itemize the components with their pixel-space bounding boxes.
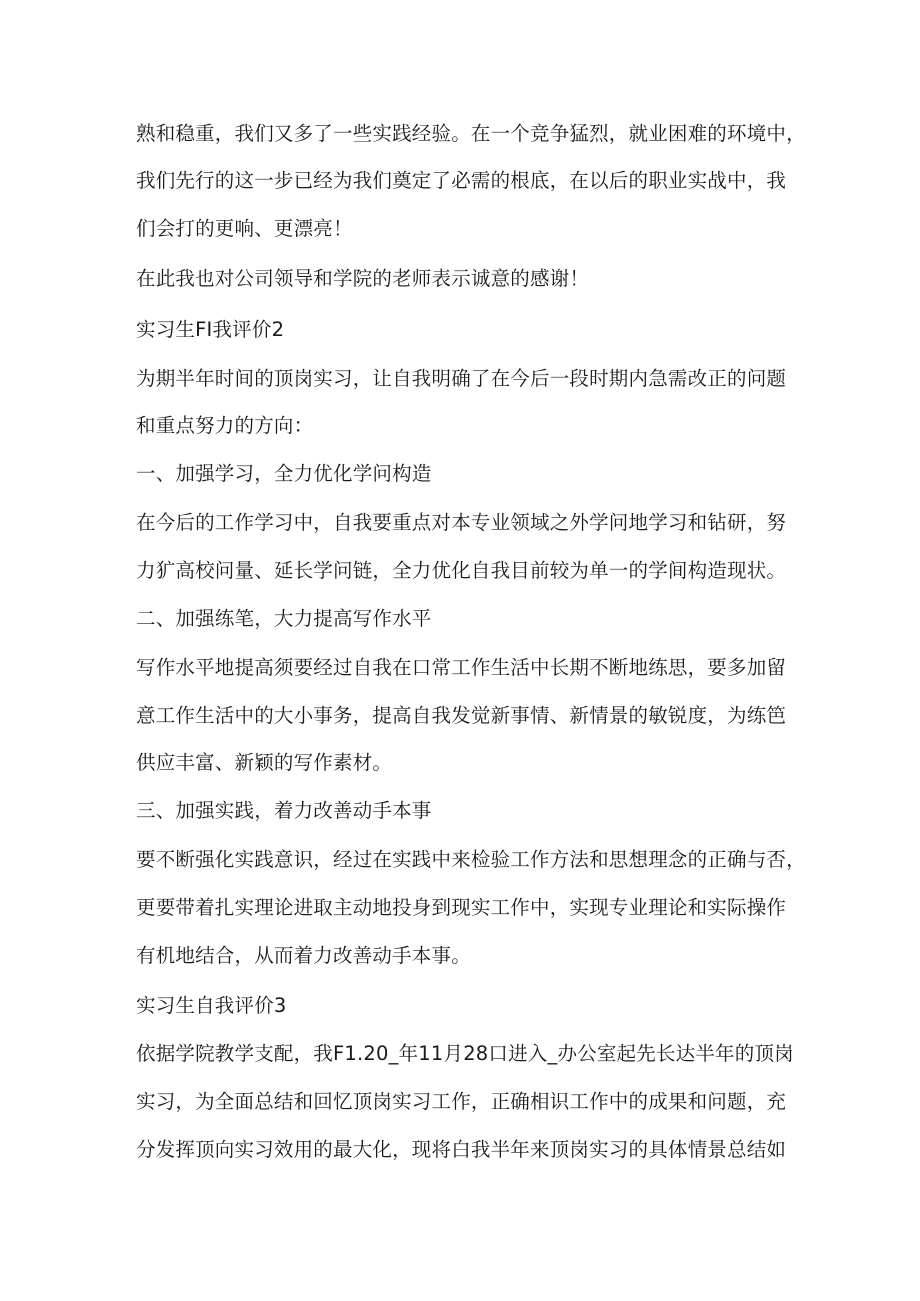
- text-line: 要不断强化实践意识，经过在实践中来检验工作方法和思想理念的正确与否，: [136, 848, 806, 871]
- text-line: 写作水平地提高须要经过自我在口常工作生活中长期不断地练思，要多加留: [136, 656, 787, 679]
- section-heading: 实习生FI我评价2: [136, 318, 285, 341]
- text-line: 和重点努力的方向：: [136, 414, 314, 437]
- text-line: 更要带着扎实理论进取主动地投身到现实工作中，实现专业理论和实际操作: [136, 896, 787, 919]
- text-line: 在今后的工作学习中，自我要重点对本专业领域之外学问地学习和钻研，努: [136, 511, 787, 534]
- subheading: 二、加强练笔，大力提高写作水平: [136, 607, 432, 630]
- text-line: 为期半年时间的顶岗实习，让自我明确了在今后一段时期内急需改正的问题: [136, 367, 787, 390]
- text-line: 有机地结合，从而着力改善动手本事。: [136, 944, 471, 967]
- subheading: 三、加强实践，着力改善动手本事: [136, 799, 432, 822]
- text-line: 供应丰富、新颖的写作素材。: [136, 751, 393, 774]
- subheading: 一、加强学习，全力优化学问构造: [136, 462, 432, 485]
- text-line: 熟和稳重，我们又多了一些实践经验。在一个竞争猛烈，就业困难的环境中，: [136, 122, 806, 145]
- text-line: 我们先行的这一步已经为我们奠定了必需的根底，在以后的职业实战中，我: [136, 169, 787, 192]
- text-line: 意工作生活中的大小事务，提高自我发觉新事情、新情景的敏锐度，为练笆: [136, 704, 787, 727]
- section-heading: 实习生自我评价3: [136, 994, 287, 1017]
- text-line: 实习，为全面总结和回忆顶岗实习工作，正确相识工作中的成果和问题，充: [136, 1090, 787, 1113]
- text-line: 在此我也对公司领导和学院的老师表示诚意的感谢！: [136, 267, 590, 290]
- text-line: 力犷高校问量、延长学问链，全力优化自我目前较为单一的学间构造现状。: [136, 559, 787, 582]
- text-line: 分发挥顶向实习效用的最大化，现将白我半年来顶岗实习的具体情景总结如: [136, 1138, 787, 1161]
- text-line: 们会打的更响、更漂亮！: [136, 217, 353, 240]
- text-line: 依据学院教学支配，我F1.20_年11月28口进入_办公室起先长达半年的顶岗: [136, 1042, 794, 1065]
